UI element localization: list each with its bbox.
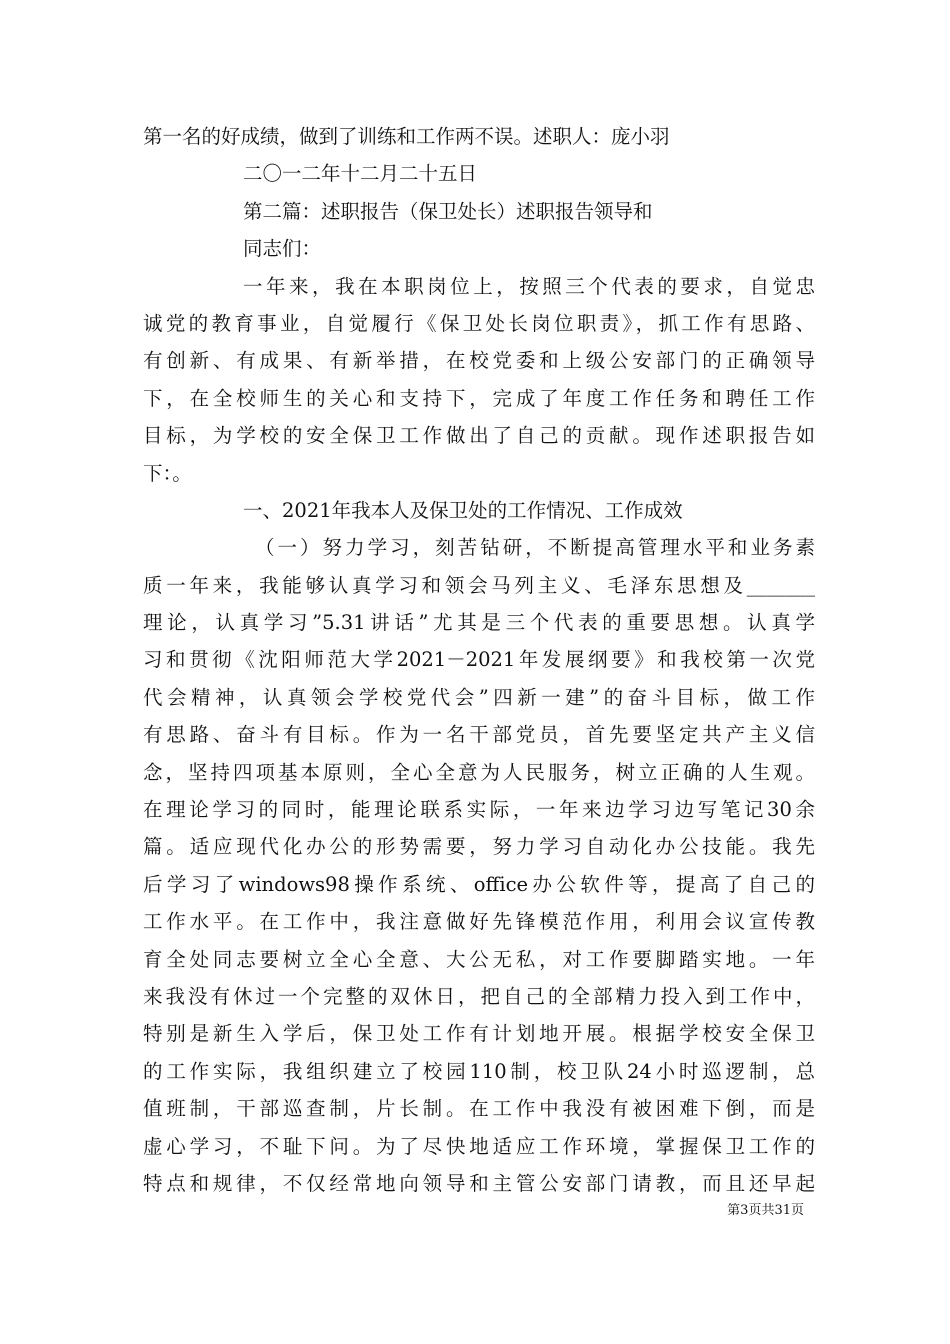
text-line: 篇。适应现代化办公的形势需要，努力学习自动化办公技能。我先 xyxy=(143,835,815,859)
text-line: 目标，为学校的安全保卫工作做出了自己的贡献。现作述职报告如 xyxy=(143,424,815,448)
text-line: 来我没有休过一个完整的双休日，把自己的全部精力投入到工作中， xyxy=(143,984,815,1008)
text-line: 下：。 xyxy=(143,461,192,485)
page-number: 第3页共31页 xyxy=(727,1203,804,1218)
text-line: 诚党的教育事业，自觉履行《保卫处长岗位职责》，抓工作有思路、 xyxy=(143,311,815,335)
text-line: 代会精神，认真领会学校党代会”四新一建”的奋斗目标，做工作 xyxy=(143,685,815,709)
text-line: 特点和规律，不仅经常地向领导和主管公安部门请教，而且还早起 xyxy=(143,1171,815,1195)
text-line: 虚心学习，不耻下问。为了尽快地适应工作环境，掌握保卫工作的 xyxy=(143,1134,815,1158)
salutation: 同志们： xyxy=(243,237,322,261)
subheading-line: （一）努力学习，刻苦钻研，不断提高管理水平和业务素 xyxy=(255,536,815,560)
date-line: 二〇一二年十二月二十五日 xyxy=(243,162,478,186)
text-line: 下，在全校师生的关心和支持下，完成了年度工作任务和聘任工作 xyxy=(143,386,815,410)
text-line: 质一年来，我能够认真学习和领会马列主义、毛泽东思想及_______ xyxy=(143,573,815,597)
body-text xyxy=(143,118,815,1202)
text-line: 特别是新生入学后，保卫处工作有计划地开展。根据学校安全保卫 xyxy=(143,1022,815,1046)
text-line: 有创新、有成果、有新举措，在校党委和上级公安部门的正确领导 xyxy=(143,349,815,373)
text-line: 在理论学习的同时，能理论联系实际，一年来边学习边写笔记30余 xyxy=(143,798,815,822)
text-line: 育全处同志要树立全心全意、大公无私，对工作要脚踏实地。一年 xyxy=(143,947,815,971)
text-line: 的工作实际，我组织建立了校园110制，校卫队24小时巡逻制，总 xyxy=(143,1059,815,1083)
text-line: 念，坚持四项基本原则，全心全意为人民服务，树立正确的人生观。 xyxy=(143,760,815,784)
text-line: 有思路、奋斗有目标。作为一名干部党员，首先要坚定共产主义信 xyxy=(143,723,815,747)
text-line: 工作水平。在工作中，我注意做好先锋模范作用，利用会议宣传教 xyxy=(143,910,815,934)
heading-line: 一、2021年我本人及保卫处的工作情况、工作成效 xyxy=(243,498,683,522)
text-line: 理论，认真学习”5.31讲话”尤其是三个代表的重要思想。认真学 xyxy=(143,611,815,635)
text-line: 第一名的好成绩，做到了训练和工作两不误。述职人：庞小羽 xyxy=(143,125,670,148)
text-line: 后学习了windows98操作系统、office办公软件等，提高了自己的 xyxy=(143,872,815,896)
text-line: 值班制，干部巡查制，片长制。在工作中我没有被困难下倒，而是 xyxy=(143,1097,815,1121)
text-line: 一年来，我在本职岗位上，按照三个代表的要求，自觉忠 xyxy=(243,274,815,298)
text-line: 习和贯彻《沈阳师范大学2021－2021年发展纲要》和我校第一次党 xyxy=(143,648,815,672)
section-title: 第二篇：述职报告（保卫处长）述职报告领导和 xyxy=(243,199,653,223)
